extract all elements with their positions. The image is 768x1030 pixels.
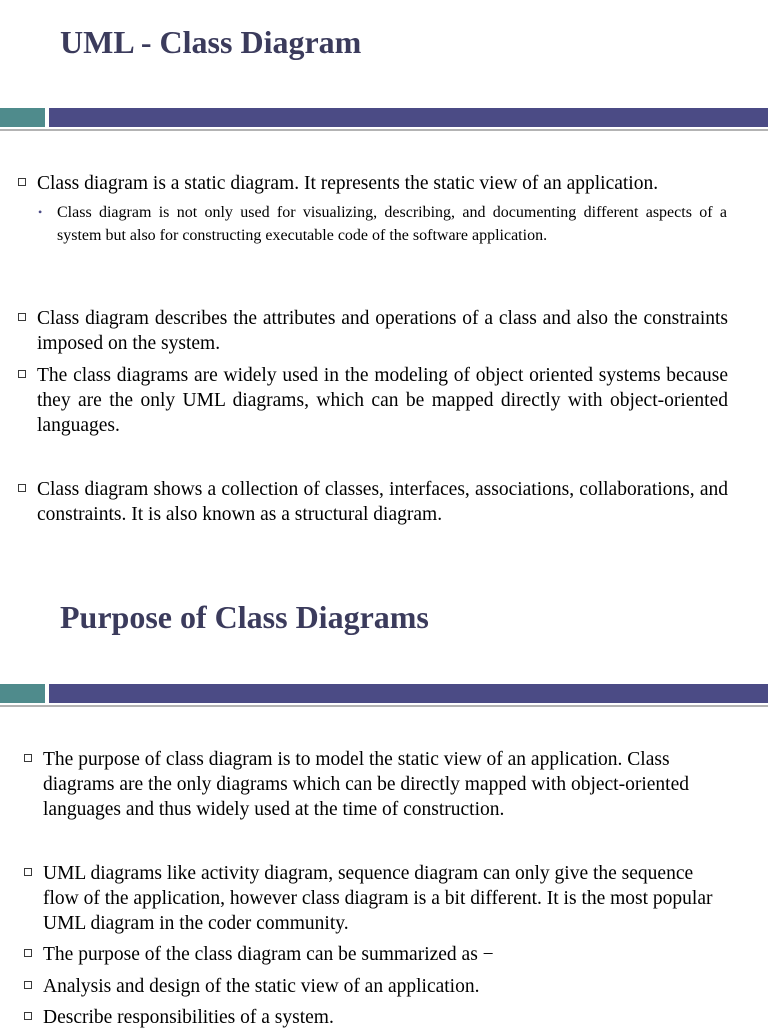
bullet-text: Class diagram describes the attributes and operations of a class and also the constraints imposed on the system. (37, 308, 728, 354)
bullet-text: The purpose of the class diagram can be summarized as − (43, 944, 494, 965)
bullet-text: Analysis and design of the static view of an application. (43, 976, 480, 997)
square-bullet-icon (24, 1012, 32, 1020)
bullet-text: Describe responsibilities of a system. (43, 1007, 334, 1028)
square-bullet-icon (18, 178, 26, 186)
divider-shadow-line (0, 129, 768, 131)
divider-bar (49, 684, 768, 703)
square-bullet-icon (18, 484, 26, 492)
square-bullet-icon (18, 313, 26, 321)
square-bullet-icon (24, 981, 32, 989)
divider-accent (0, 108, 45, 127)
divider-shadow-line (0, 705, 768, 707)
bullet-text: Class diagram is a static diagram. It represents the static view of an application. (37, 173, 659, 194)
divider-accent (0, 684, 45, 703)
bullet-text: The class diagrams are widely used in the modeling of object oriented systems because they are the only UML diagrams, which can be mapped directly with object-oriented languages. (37, 365, 728, 436)
sub-bullet-text: Class diagram is not only used for visualizing, describing, and documenting different aspects of a system but also for constructing executable code of the software application. (57, 204, 727, 244)
slide-title: UML - Class Diagram (60, 24, 362, 60)
bullet-text: UML diagrams like activity diagram, sequence diagram can only give the sequence flow of the application, however class diagram is a bit different. It is the most popular UML diagram in the coder community. (43, 863, 713, 934)
slide-title: Purpose of Class Diagrams (60, 599, 429, 635)
title-divider (0, 682, 768, 706)
square-bullet-icon (24, 754, 32, 762)
bullet-text: Class diagram shows a collection of classes, interfaces, associations, collaborations, and constraints. It is also known as a structural diagram. (37, 479, 728, 525)
divider-bar (49, 108, 768, 127)
dot-bullet-icon: • (38, 205, 43, 219)
square-bullet-icon (24, 949, 32, 957)
square-bullet-icon (24, 868, 32, 876)
bullet-text: The purpose of class diagram is to model the static view of an application. Class diagrams are the only diagrams which can be directly mapped with object-oriented languages and thus widely used at the time of construction. (43, 749, 689, 820)
square-bullet-icon (18, 370, 26, 378)
title-divider (0, 106, 768, 130)
